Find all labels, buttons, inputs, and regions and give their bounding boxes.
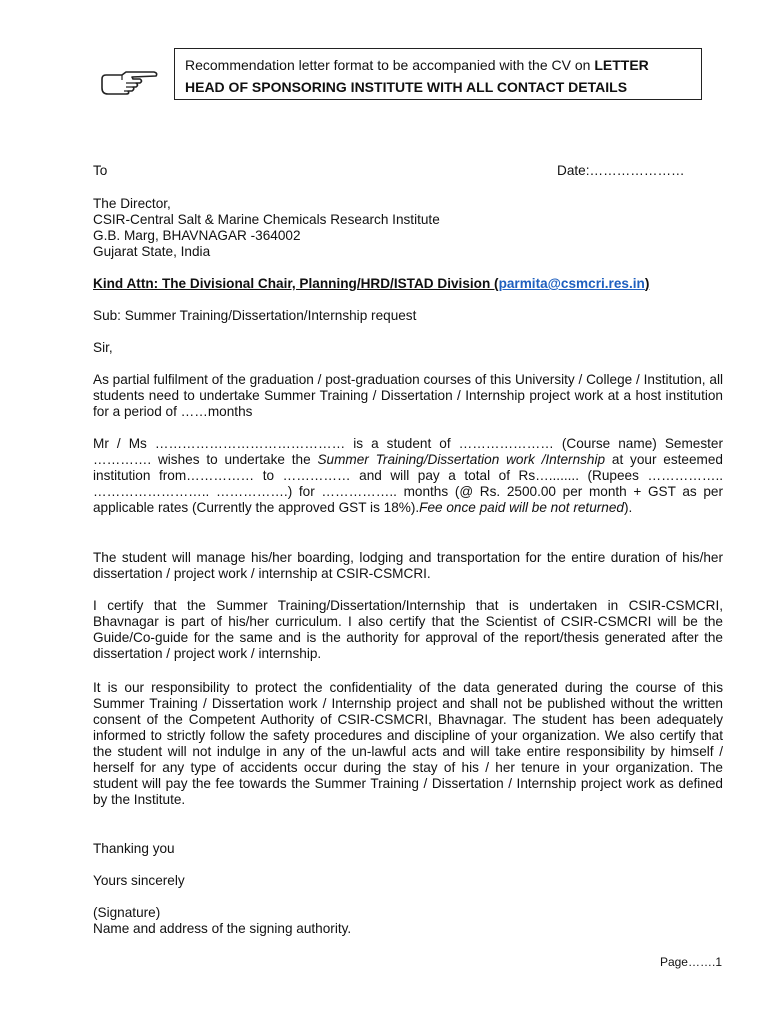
salutation: Sir,: [93, 340, 113, 355]
paragraph-3: The student will manage his/her boarding, lodging and transportation for the entire duration of his/her dissertation / project work / internship at CSIR-CSMCRI.: [93, 550, 723, 581]
date-field: Date:…………………: [557, 163, 685, 178]
page-number: Page…….1: [659, 955, 722, 969]
address-block: [93, 196, 723, 260]
address-line: Gujarat State, India: [93, 244, 211, 259]
notice-line1: Recommendation letter format to be accompanied with the CV on LETTER: [185, 57, 649, 73]
subject-line: Sub: Summer Training/Dissertation/Internship request: [93, 308, 417, 323]
to-label: To: [93, 163, 108, 178]
address-line: G.B. Marg, BHAVNAGAR -364002: [93, 228, 301, 243]
signature-label: (Signature): [93, 905, 161, 920]
paragraph-2: Mr / Ms …………………………………… is a student of ………………… (Course name) Semester …………. wishes to undertake the Summer Training/Dissertation work /Internship at your esteemed institution from…………… to …………… and will pay a total of Rs…........ (Rupees …………….. …………………….. …………….) for …………….. months (@ Rs. 2500.00 per month + GST as per applicable rates (Currently the approved GST is 18%).Fee once paid will be not returned).: [93, 436, 723, 515]
notice-line2: HEAD OF SPONSORING INSTITUTE WITH ALL CONTACT DETAILS: [185, 79, 628, 95]
email-link[interactable]: parmita@csmcri.res.in: [498, 276, 645, 291]
kind-attn-line: Kind Attn: The Divisional Chair, Planning/HRD/ISTAD Division (parmita@csmcri.res.in): [93, 276, 650, 291]
paragraph-5: It is our responsibility to protect the confidentiality of the data generated during the course of this Summer Training / Dissertation work / Internship project and shall not be published without the written consent of the Competent Authority of CSIR-CSMCRI, Bhavnagar. The student has been adequately informed to strictly follow the safety procedures and discipline of your organization. We also certify that the student will not indulge in any of the un-lawful acts and will take entire responsibility by himself / herself for any type of accidents occur during the stay of his / her tenure in your organization. The student will pay the fee towards the Summer Training / Dissertation / Internship project work as defined by the Institute.: [93, 680, 723, 807]
yours-sincerely: Yours sincerely: [93, 873, 185, 888]
notice-box: [174, 48, 702, 100]
address-line: CSIR-Central Salt & Marine Chemicals Research Institute: [93, 212, 440, 227]
paragraph-1: As partial fulfilment of the graduation / post-graduation courses of this University / College / Institution, all students need to undertake Summer Training / Dissertation / Internship project work at a host institution for a period of ……months: [93, 372, 723, 419]
paragraph-4: I certify that the Summer Training/Dissertation/Internship that is undertaken in CSIR-CSMCRI, Bhavnagar is part of his/her curriculum. I also certify that the Scientist of CSIR-CSMCRI will be the Guide/Co-guide for the same and is the authority for approval of the report/thesis generated after the dissertation / project work / internship.: [93, 598, 723, 661]
thanking-you: Thanking you: [93, 841, 175, 856]
signing-authority: Name and address of the signing authority.: [93, 921, 352, 936]
pointing-hand-icon: [100, 70, 160, 96]
address-line: The Director,: [93, 196, 171, 211]
